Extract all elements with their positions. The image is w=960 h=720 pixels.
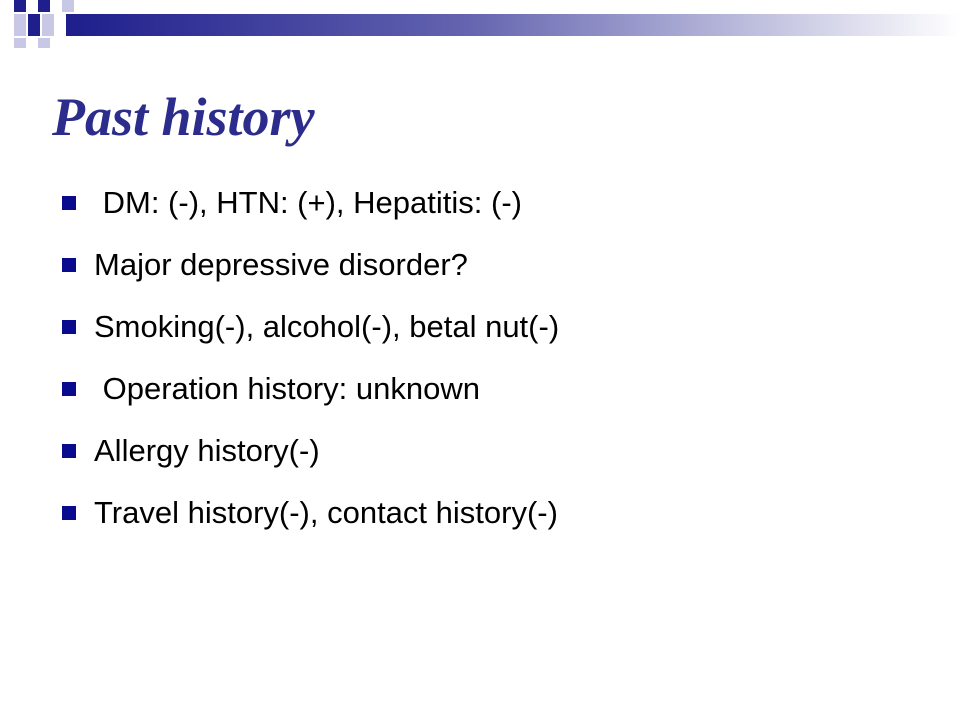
decor-square	[14, 38, 26, 48]
bullet-text: Travel history(-), contact history(-)	[94, 495, 558, 530]
bullet-item	[62, 420, 922, 482]
bullet-text: DM: (-), HTN: (+), Hepatitis: (-)	[94, 185, 522, 220]
square-bullet-icon	[62, 506, 76, 520]
decor-square	[14, 0, 26, 12]
square-bullet-icon	[62, 320, 76, 334]
bullet-text: Allergy history(-)	[94, 433, 320, 468]
decor-square	[38, 0, 50, 12]
bullet-text: Major depressive disorder?	[94, 247, 468, 282]
decor-square	[14, 14, 26, 36]
bullet-item	[62, 482, 922, 544]
bullet-list	[62, 172, 922, 544]
square-bullet-icon	[62, 444, 76, 458]
bullet-item	[62, 296, 922, 358]
bullet-item	[62, 172, 922, 234]
header-decoration	[0, 0, 960, 60]
decor-square	[28, 14, 40, 36]
decor-square	[38, 38, 50, 48]
decor-square	[62, 0, 74, 12]
square-bullet-icon	[62, 382, 76, 396]
square-bullet-icon	[62, 258, 76, 272]
decor-square	[42, 14, 54, 36]
bullet-item	[62, 358, 922, 420]
bullet-item	[62, 234, 922, 296]
square-bullet-icon	[62, 196, 76, 210]
slide-title: Past history	[52, 87, 315, 147]
bullet-text: Operation history: unknown	[94, 371, 480, 406]
bullet-text: Smoking(-), alcohol(-), betal nut(-)	[94, 309, 560, 344]
header-gradient-bar	[66, 14, 960, 36]
